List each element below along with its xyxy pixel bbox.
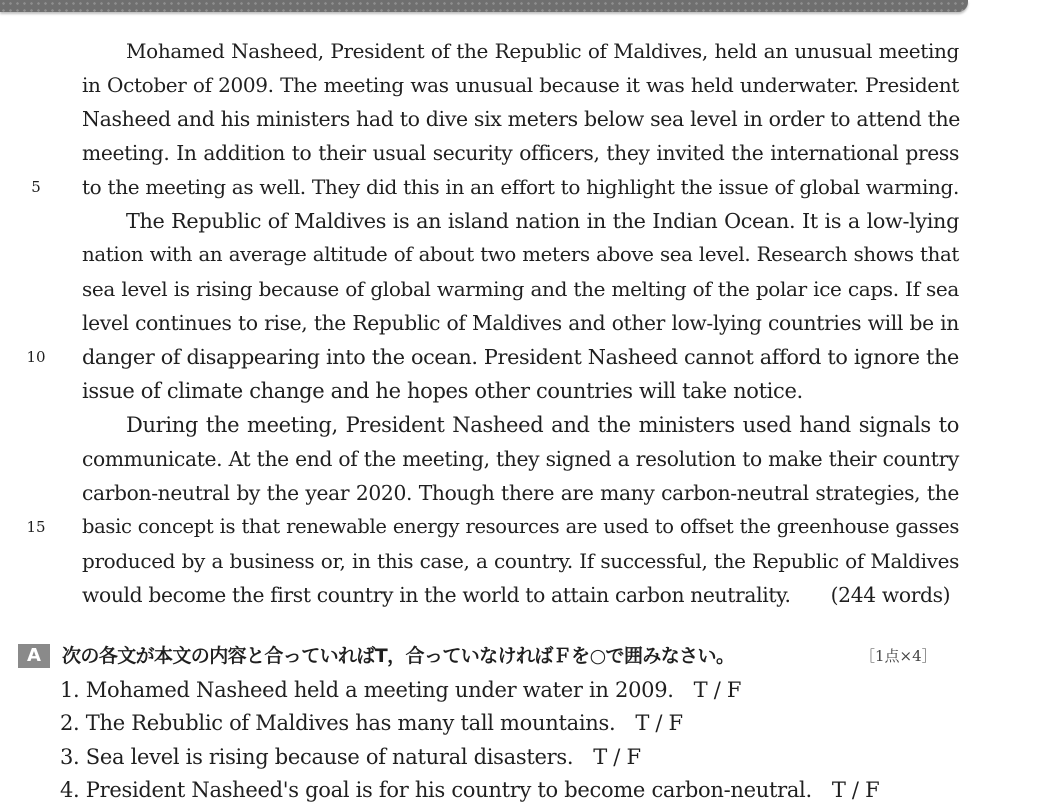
passage-line: in October of 2009. The meeting was unusual because it was held underwater. President [82,73,959,97]
passage-line: nation with an average altitude of about two meters above sea level. Research shows that [82,243,959,266]
passage-line: level continues to rise, the Republic of Maldives and other low-lying countries will be in [82,311,959,335]
section-a-instruction: 次の各文が本文の内容と合っていればT，合っていなければＦを○で囲みなさい。 [62,645,735,667]
section-a-points: ［1点×4］ [860,647,937,665]
section-a-badge: A [18,644,50,668]
passage-line: Mohamed Nasheed, President of the Republic of Maldives, held an unusual meeting [126,39,959,63]
passage-line: issue of climate change and he hopes other countries will take notice. [82,379,803,403]
question-text: 1. Mohamed Nasheed held a meeting under water in 2009. [60,678,674,702]
passage-line: carbon-neutral by the year 2020. Though there are many carbon-neutral strategies, the [82,481,959,505]
passage-line: danger of disappearing into the ocean. President Nasheed cannot afford to ignore the [82,345,959,369]
true-false-choice[interactable]: T / F [831,778,880,802]
question-item [60,774,879,806]
passage-line: meeting. In addition to their usual security officers, they invited the international press [82,141,959,165]
passage-line: The Republic of Maldives is an island nation in the Indian Ocean. It is a low-lying [126,209,959,233]
passage-line: sea level is rising because of global warming and the melting of the polar ice caps. If sea [82,277,959,301]
header-decorative-bar [0,0,968,12]
question-item [60,741,641,773]
line-number: 5 [31,178,41,196]
passage-last-line [82,578,959,612]
passage-line: During the meeting, President Nasheed and the ministers used hand signals to [126,413,959,437]
line-number: 10 [26,348,46,366]
passage-line: would become the first country in the world to attain carbon neutrality. [82,583,791,607]
section-a-header [18,640,1028,674]
question-text: 3. Sea level is rising because of natural disasters. [60,745,574,769]
passage-line: produced by a business or, in this case, a country. If successful, the Republic of Maldives [82,549,959,573]
passage-line: basic concept is that renewable energy resources are used to offset the greenhouse gasses [82,515,959,538]
true-false-choice[interactable]: T / F [635,711,683,735]
word-count: (244 words) [830,583,951,607]
question-text: 2. The Rebublic of Maldives has many tall mountains. [60,711,616,735]
passage-line: Nasheed and his ministers had to dive six meters below sea level in order to attend the [82,107,961,131]
passage-line: to the meeting as well. They did this in an effort to highlight the issue of global warming. [82,175,959,199]
line-number: 15 [26,518,46,536]
true-false-choice[interactable]: T / F [593,745,641,769]
question-text: 4. President Nasheed's goal is for his country to become carbon-neutral. [60,778,812,802]
passage-line: communicate. At the end of the meeting, they signed a resolution to make their country [82,447,959,471]
true-false-choice[interactable]: T / F [693,678,742,702]
question-item [60,707,683,739]
question-item [60,674,741,706]
